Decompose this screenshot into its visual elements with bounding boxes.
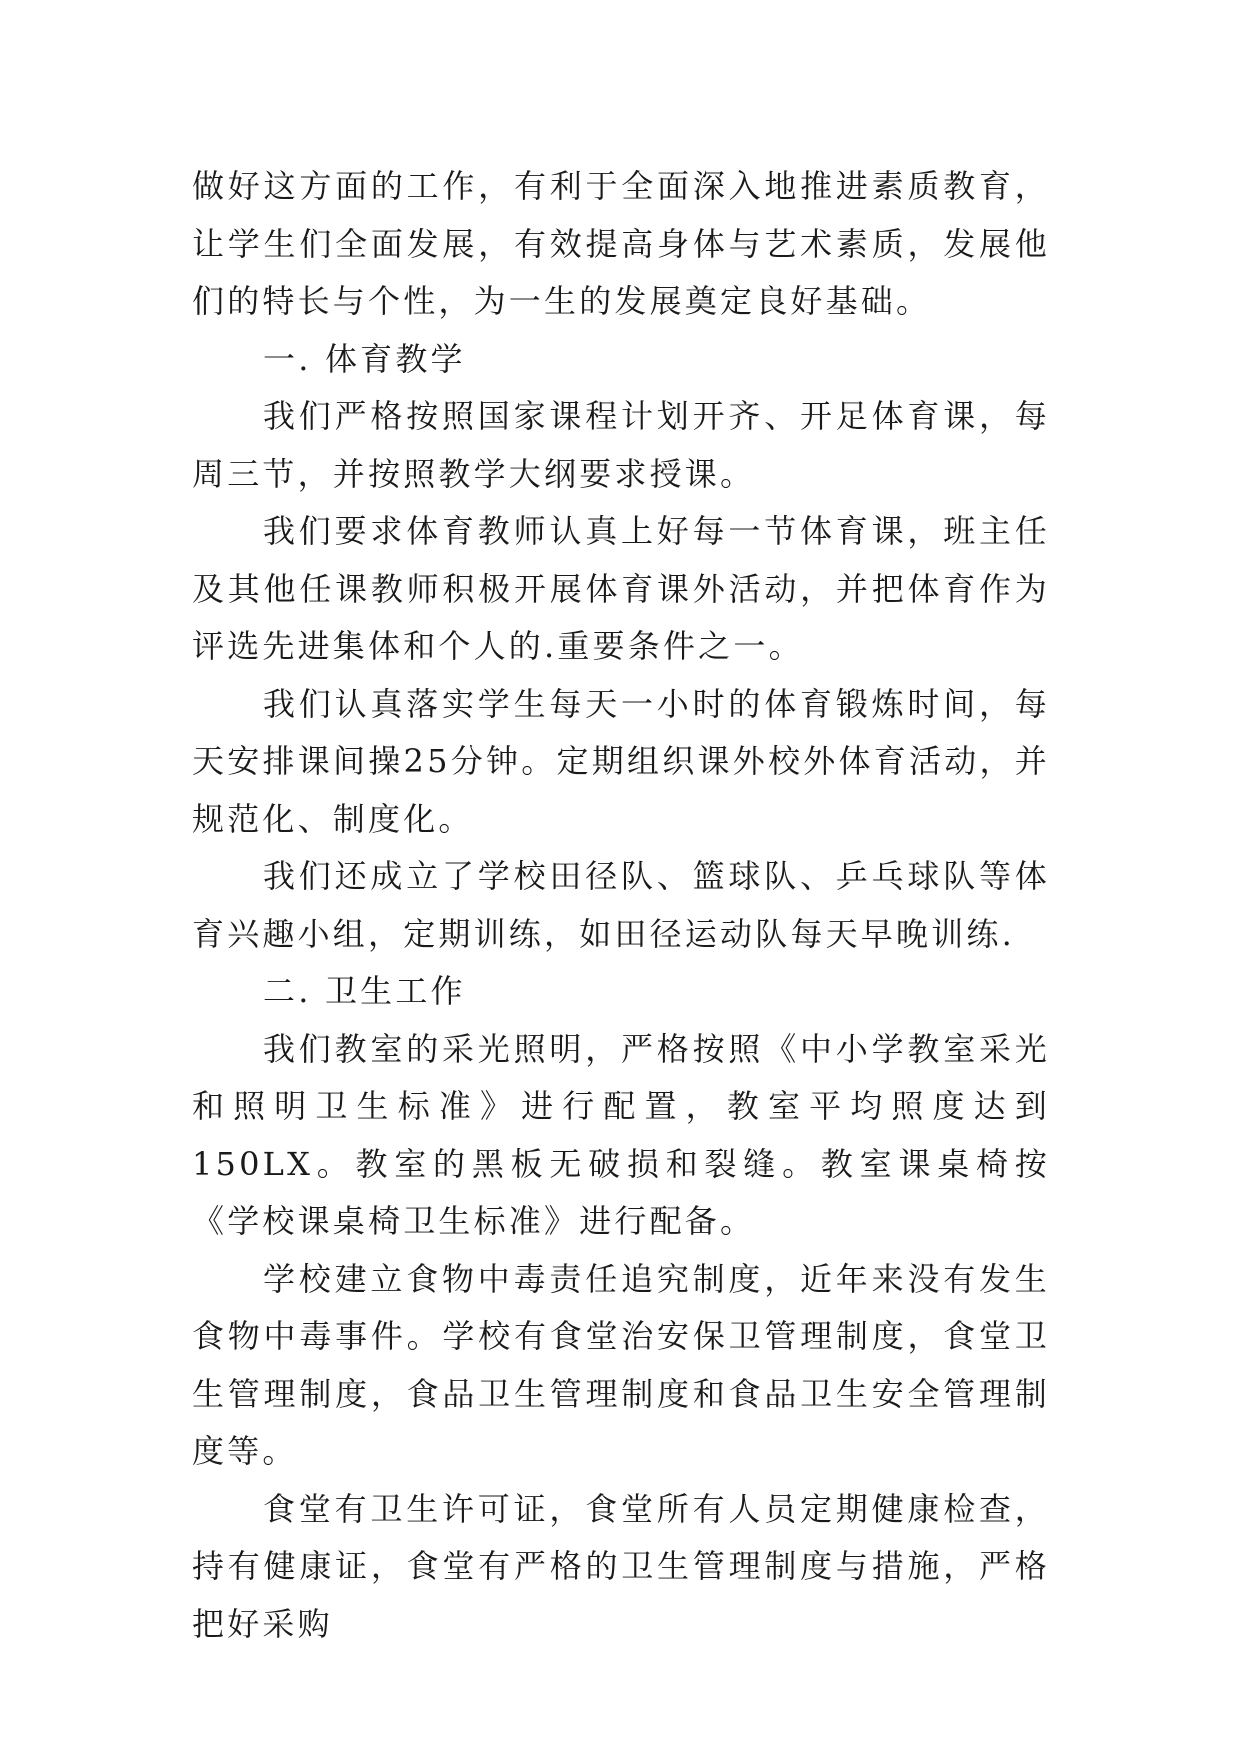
paragraph: 食堂有卫生许可证，食堂所有人员定期健康检查，持有健康证，食堂有严格的卫生管理制度与措施，严格把好采购 [192, 1489, 1050, 1643]
section-heading-hygiene: 二. 卫生工作 [263, 972, 466, 1010]
paragraph: 我们认真落实学生每天一小时的体育锻炼时间，每天安排课间操25分钟。定期组织课外校外体育活动，并规范化、制度化。 [192, 684, 1050, 838]
document-body [192, 158, 1050, 1653]
paragraph: 我们还成立了学校田径队、篮球队、乒乓球队等体育兴趣小组，定期训练，如田径运动队每天早晚训练. [192, 857, 1050, 953]
paragraph: 我们教室的采光照明，严格按照《中小学教室采光和照明卫生标准》进行配置，教室平均照度达到150LX。教室的黑板无破损和裂缝。教室课桌椅按《学校课桌椅卫生标准》进行配备。 [192, 1029, 1050, 1240]
paragraph-intro: 做好这方面的工作，有利于全面深入地推进素质教育，让学生们全面发展，有效提高身体与艺术素质，发展他们的特长与个性，为一生的发展奠定良好基础。 [192, 167, 1050, 320]
paragraph: 学校建立食物中毒责任追究制度，近年来没有发生食物中毒事件。学校有食堂治安保卫管理制度，食堂卫生管理制度，食品卫生管理制度和食品卫生安全管理制度等。 [192, 1259, 1050, 1470]
paragraph: 我们严格按照国家课程计划开齐、开足体育课，每周三节，并按照教学大纲要求授课。 [192, 397, 1050, 493]
section-heading-pe: 一. 体育教学 [263, 339, 466, 378]
paragraph: 我们要求体育教师认真上好每一节体育课，班主任及其他任课教师积极开展体育课外活动，并把体育作为评选先进集体和个人的.重要条件之一。 [192, 512, 1050, 665]
